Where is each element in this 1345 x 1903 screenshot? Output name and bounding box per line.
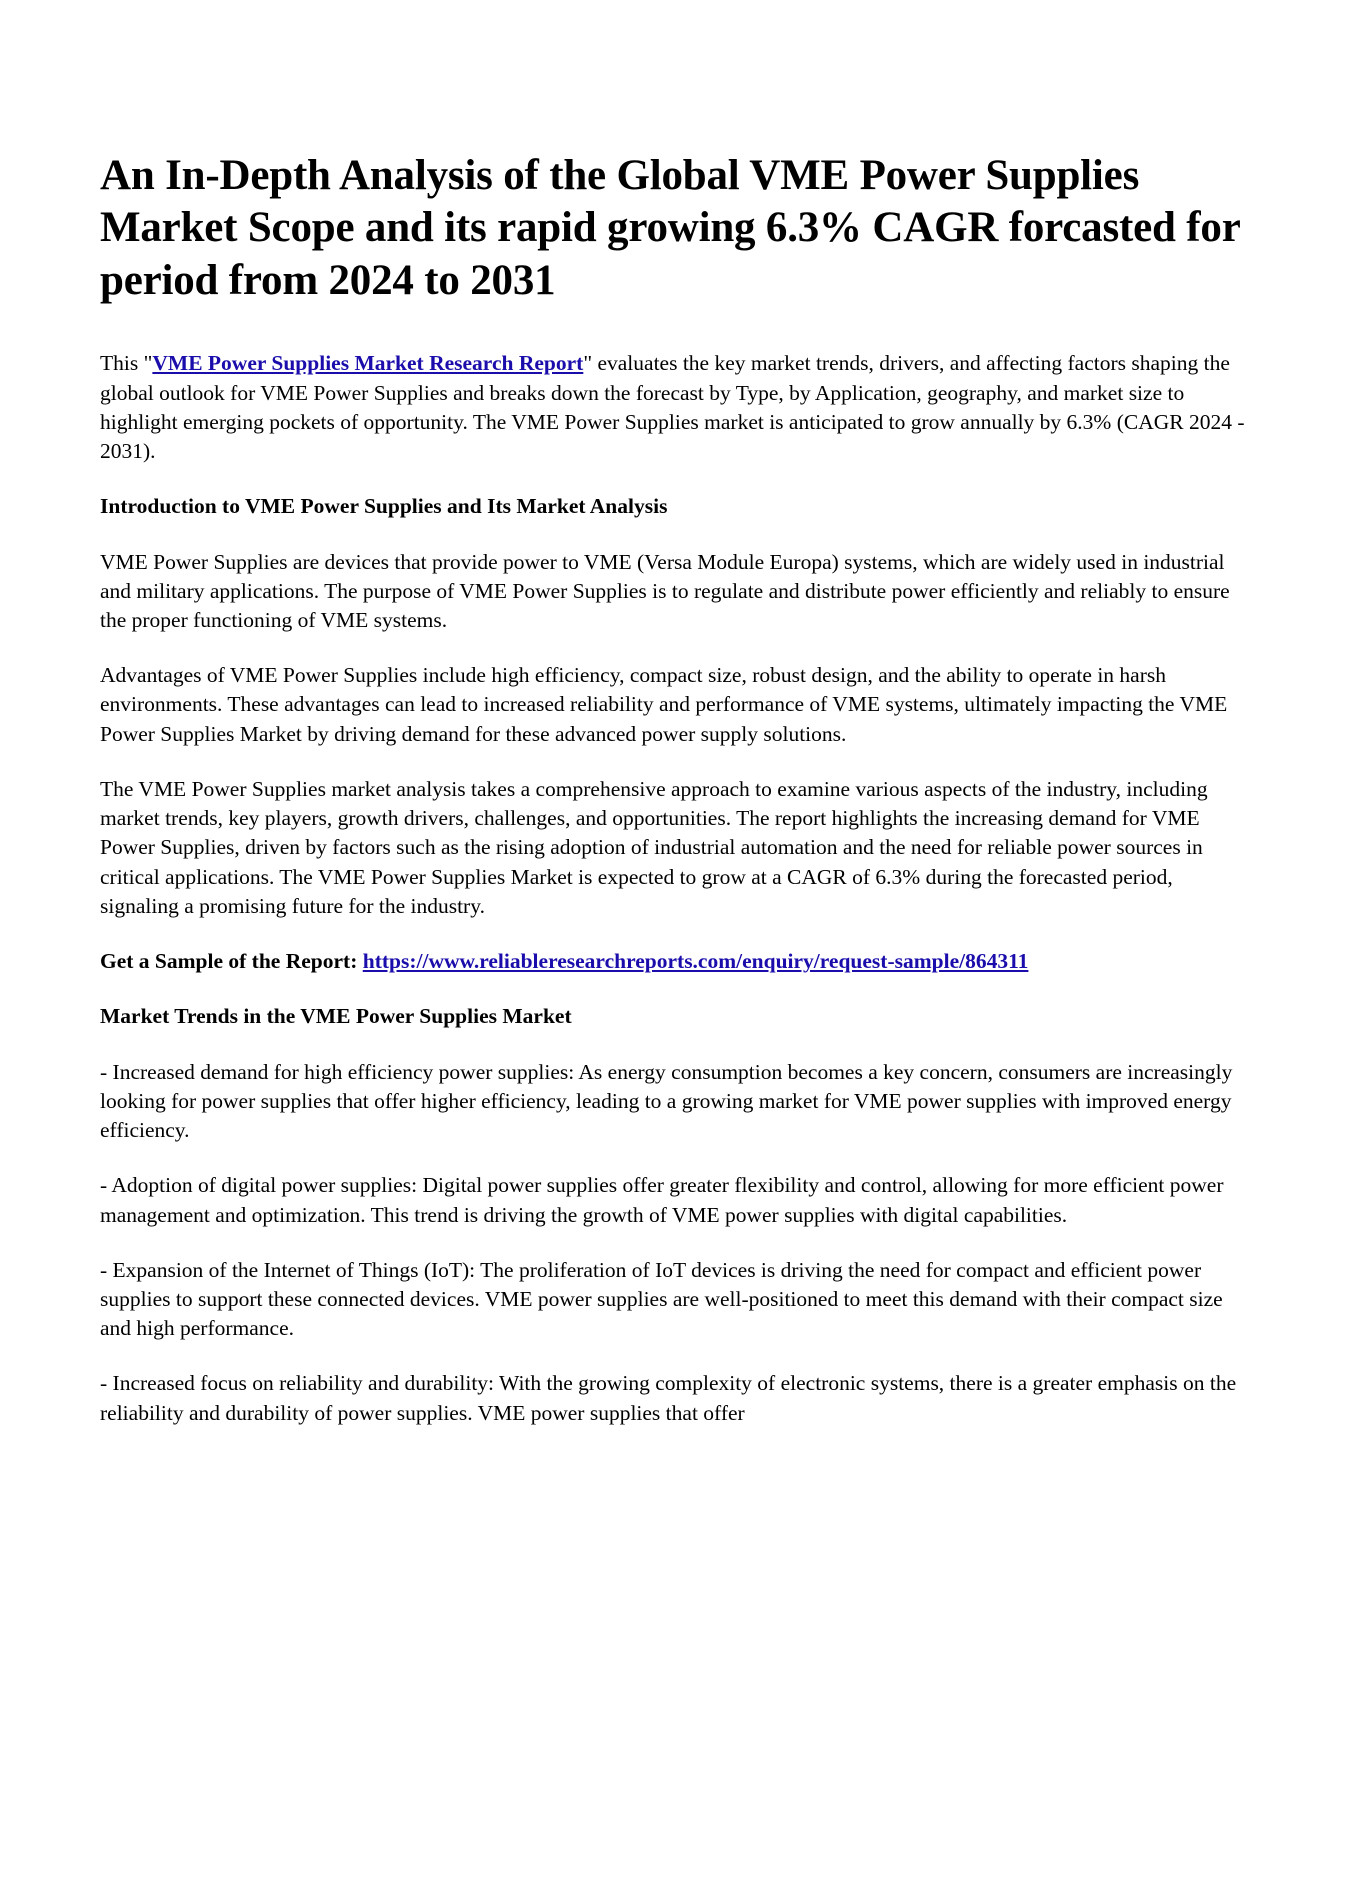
intro-paragraph: [100, 349, 1245, 466]
trend-item: - Adoption of digital power supplies: Digital power supplies offer greater flexibility and control, allowing for more efficient power management and optimization. This trend is driving the growth of VME power supplies with digital capabilities.: [100, 1173, 1224, 1227]
paragraph-advantages: Advantages of VME Power Supplies include high efficiency, compact size, robust design, and the ability to operate in harsh environments. These advantages can lead to increased reliability and performance of VME systems, ultimately impacting the VME Power Supplies Market by driving demand for these advanced power supply solutions.: [100, 663, 1228, 746]
intro-after-link: " evaluates the key market trends, drivers, and affecting factors shaping the global outlook for VME Power Supplies and breaks down the forecast by Type, by Application, geography, and market size to highlight emerging pockets of opportunity. The VME Power Supplies market is anticipated to grow annually by 6.3% (CAGR 2024 - 2031).: [100, 351, 1245, 464]
report-link[interactable]: VME Power Supplies Market Research Report: [152, 351, 584, 376]
intro-before-link: This ": [100, 351, 153, 376]
sample-report-cta: [100, 947, 1245, 976]
sample-report-link[interactable]: https://www.reliableresearchreports.com/enquiry/request-sample/864311: [362, 949, 1029, 974]
heading-market-trends: Market Trends in the VME Power Supplies Market: [100, 1004, 572, 1029]
heading-introduction: Introduction to VME Power Supplies and Its Market Analysis: [100, 494, 668, 519]
trend-item: - Expansion of the Internet of Things (IoT): The proliferation of IoT devices is driving the need for compact and efficient power supplies to support these connected devices. VME power supplies are well-positioned to meet this demand with their compact size and high performance.: [100, 1257, 1223, 1341]
page-title: An In-Depth Analysis of the Global VME Power Supplies Market Scope and its rapid growing 6.3% CAGR forcasted for period from 2024 to 2031: [100, 152, 1240, 304]
trend-item: - Increased focus on reliability and durability: With the growing complexity of electronic systems, there is a greater emphasis on the reliability and durability of power supplies. VME power supplies that offer: [100, 1371, 1237, 1425]
sample-report-label: Get a Sample of the Report:: [100, 949, 363, 974]
trend-item: - Increased demand for high efficiency power supplies: As energy consumption becomes a key concern, consumers are increasingly looking for power supplies that offer higher efficiency, leading to a growing market for VME power supplies with improved energy efficiency.: [100, 1059, 1233, 1143]
paragraph-analysis: The VME Power Supplies market analysis takes a comprehensive approach to examine various aspects of the industry, including market trends, key players, growth drivers, challenges, and opportunities. The report highlights the increasing demand for VME Power Supplies, driven by factors such as the rising adoption of industrial automation and the need for reliable power sources in critical applications. The VME Power Supplies Market is expected to grow at a CAGR of 6.3% during the forecasted period, signaling a promising future for the industry.: [100, 776, 1208, 918]
paragraph-definition: VME Power Supplies are devices that provide power to VME (Versa Module Europa) systems, which are widely used in industrial and military applications. The purpose of VME Power Supplies is to regulate and distribute power efficiently and reliably to ensure the proper functioning of VME systems.: [100, 549, 1230, 632]
